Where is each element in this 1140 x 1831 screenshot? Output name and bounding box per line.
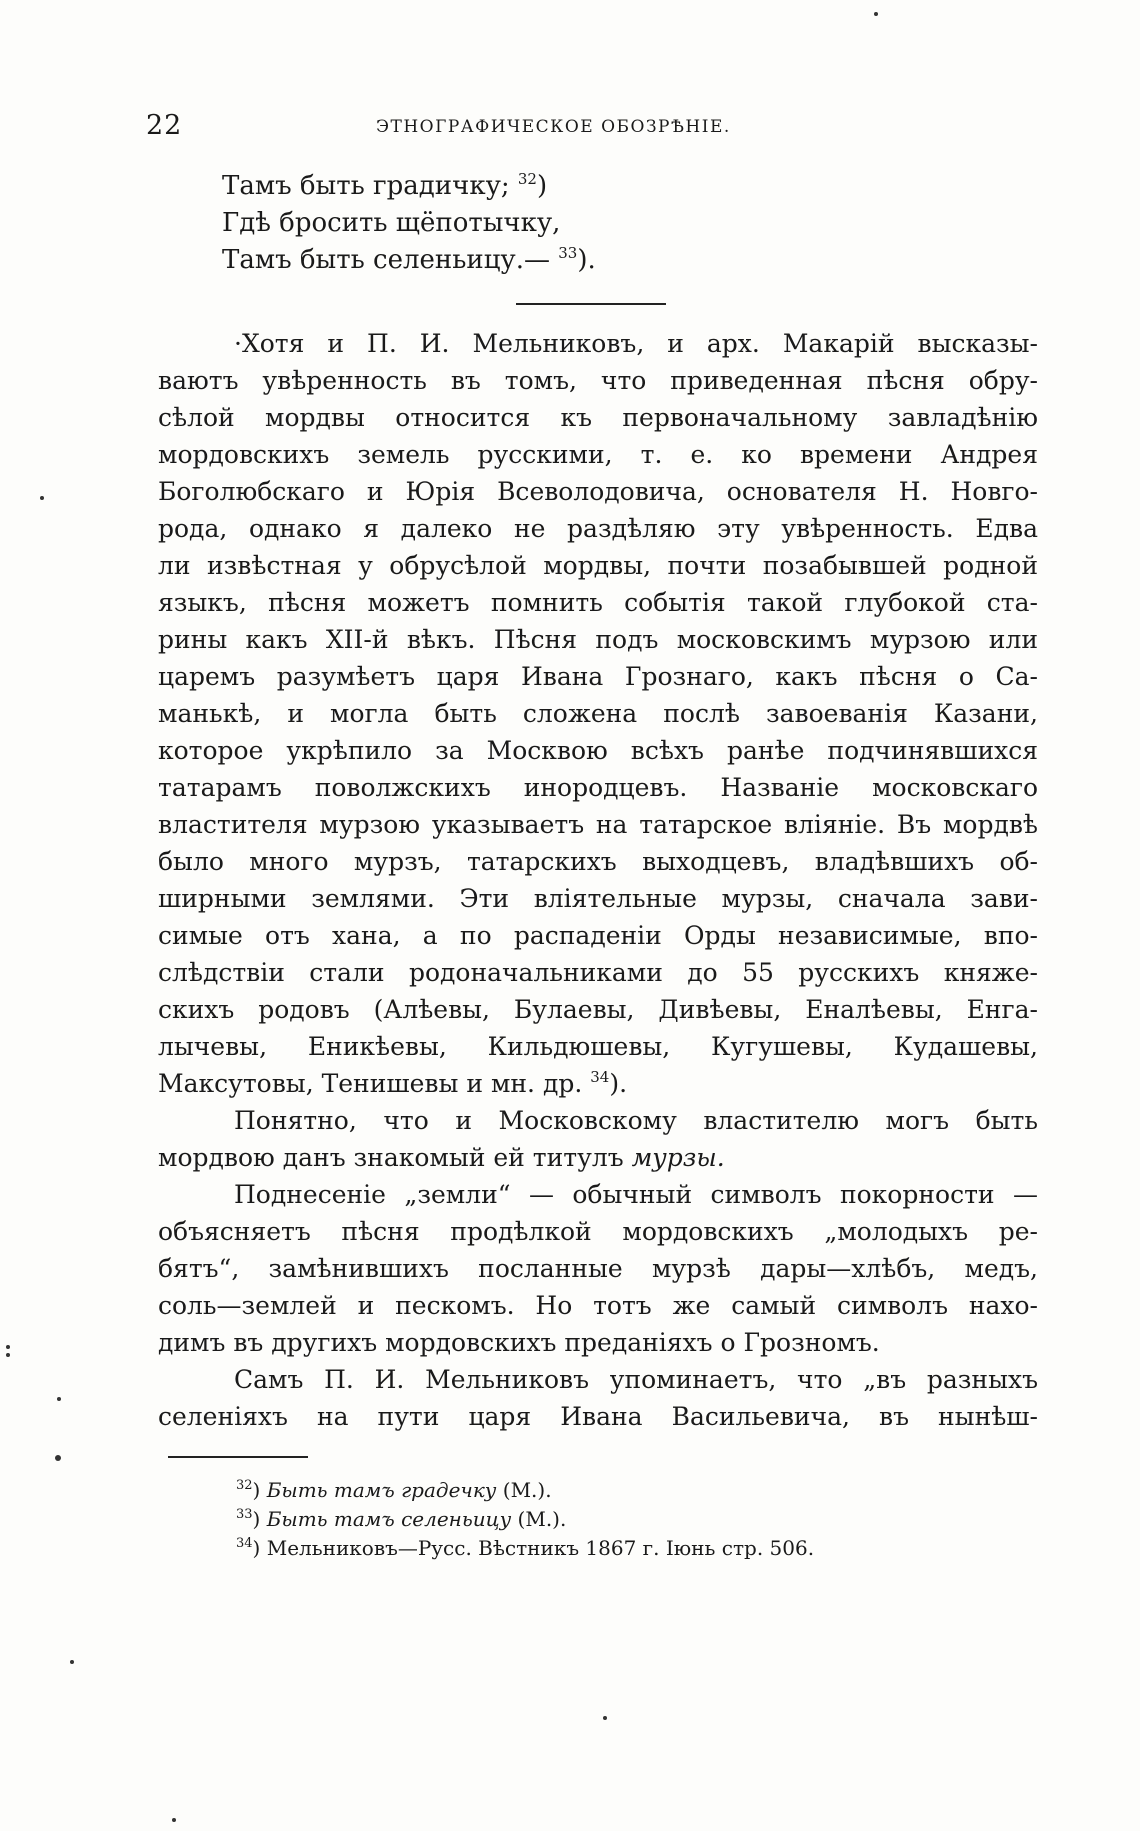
verse-line: Тамъ быть градичку; $^{32}$) [222,170,548,201]
text-line: мордовскихъ земель русскими, т. е. ко времени Андрея [158,440,1038,469]
text-line: Поднесеніе „земли“ — обычный символъ покорности — [234,1180,1038,1209]
footnote: $^{33}$) Быть тамъ селеньицу (М.). [236,1507,567,1531]
text-line: татарамъ поволжскихъ инородцевъ. Названіе московскаго [158,773,1038,802]
italic-term: мурзы. [631,1143,725,1172]
footnote-ref: 34 [590,1068,610,1086]
verse-line: Гдѣ бросить щёпотычку, [222,208,561,238]
text-line: властителя мурзою указываетъ на татарское вліяніе. Въ мордвѣ [158,810,1038,839]
scan-speck [57,1397,61,1401]
footnote-mark: 33 [236,1507,253,1522]
scan-speck [6,1353,10,1357]
text-line: Понятно, что и Московскому властителю могъ быть [234,1106,1038,1135]
footnote-mark: 32 [236,1478,253,1493]
text-line: которое укрѣпило за Москвою всѣхъ ранѣе подчинявшихся [158,736,1038,765]
text-line: ли извѣстная у обрусѣлой мордвы, почти позабывшей родной [158,551,1038,580]
verse-line: Тамъ быть селеньицу.— $^{33}$). [222,244,596,275]
text-line: манькѣ, и могла быть сложена послѣ завоеванія Казани, [158,699,1038,728]
text-line: объясняетъ пѣсня продѣлкой мордовскихъ „молодыхъ ре- [158,1217,1038,1246]
text-line: мордвою данъ знакомый ей титулъ мурзы. [158,1143,725,1172]
text-line: рины какъ XII-й вѣкъ. Пѣсня подъ московскимъ мурзою или [158,625,1038,654]
main-text [158,325,1038,1435]
scan-speck [70,1660,74,1664]
footnote-ref: 32 [517,170,537,188]
scan-speck [40,496,44,500]
text-line: ·Хотя и П. И. Мельниковъ, и арх. Макарій высказы- [234,329,1038,358]
scan-speck [6,1345,10,1349]
text-line: Самъ П. И. Мельниковъ упоминаетъ, что „въ разныхъ [234,1365,1038,1394]
footnotes [236,1476,814,1563]
text-line: лычевы, Еникѣевы, Кильдюшевы, Кугушевы, Кудашевы, [158,1032,1038,1061]
text-line: Боголюбскаго и Юрія Всеволодовича, основателя Н. Новго- [158,477,1038,506]
page-header [146,110,1038,146]
scan-speck [172,1818,176,1822]
footnote: $^{34}$) Мельниковъ—Русс. Вѣстникъ 1867 г. Іюнь стр. 506. [236,1536,815,1560]
section-divider [516,303,666,305]
text-line: бятъ“, замѣнившихъ посланные мурзѣ дары—хлѣбъ, медъ, [158,1254,1038,1283]
scan-speck [603,1716,607,1720]
text-line: царемъ разумѣетъ царя Ивана Грознаго, какъ пѣсня о Са- [158,662,1038,691]
song-verse [222,168,596,279]
text-line: Максутовы, Тенишевы и мн. др. $^{34}$). [158,1068,628,1098]
text-line: сѣлой мордвы относится къ первоначальному завладѣнію [158,403,1038,432]
text-line: ширными землями. Эти вліятельные мурзы, сначала зави- [158,884,1038,913]
text-line: селеніяхъ на пути царя Ивана Васильевича, въ нынѣш- [158,1402,1038,1431]
text-line: скихъ родовъ (Алѣевы, Булаевы, Дивѣевы, Еналѣевы, Енга- [158,995,1038,1024]
page-number: 22 [146,110,183,141]
text-line: соль—землей и пескомъ. Но тотъ же самый символъ нахо- [158,1291,1038,1320]
running-title: ЭТНОГРАФИЧЕСКОЕ ОБОЗРѢНІЕ. [376,117,731,137]
text-line: ваютъ увѣренность въ томъ, что приведенная пѣсня обру- [158,366,1038,395]
text-line: слѣдствіи стали родоначальниками до 55 русскихъ княже- [158,958,1038,987]
footnote-mark: 34 [236,1536,253,1551]
text-line: было много мурзъ, татарскихъ выходцевъ, владѣвшихъ об- [158,847,1038,876]
footnote-ref: 33 [558,244,578,262]
scan-speck [874,12,878,16]
scan-speck [55,1455,61,1461]
text-line: симые отъ хана, а по распаденіи Орды независимые, впо- [158,921,1038,950]
footnote: $^{32}$) Быть тамъ градечку (М.). [236,1478,552,1502]
text-line: димъ въ другихъ мордовскихъ преданіяхъ о Грозномъ. [158,1328,880,1357]
text-line: языкъ, пѣсня можетъ помнить событія такой глубокой ста- [158,588,1038,617]
text-line: рода, однако я далеко не раздѣляю эту увѣренность. Едва [158,514,1038,543]
footnote-divider [168,1456,308,1458]
